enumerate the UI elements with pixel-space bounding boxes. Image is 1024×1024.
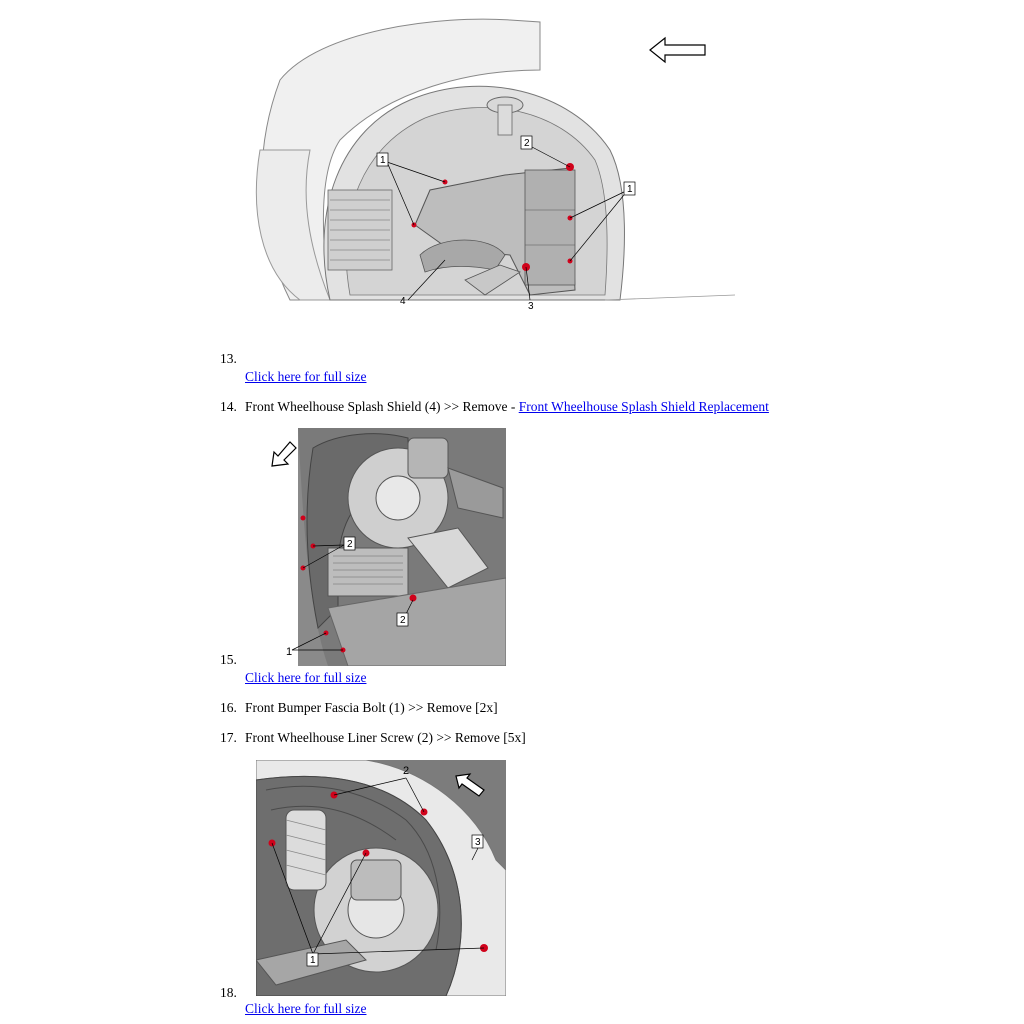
diagonal-arrow-icon [268,438,298,470]
callout-label: 2 [400,615,406,626]
callout-label: 1 [627,184,633,195]
callout-label: 4 [400,296,406,307]
step-number: 14. [220,399,237,414]
full-size-link[interactable]: Click here for full size [245,369,367,384]
left-arrow-icon [650,38,705,62]
step-number: 16. [220,700,237,715]
step-number: 15. [220,652,237,667]
full-size-link[interactable]: Click here for full size [245,670,367,685]
figure-wheelhouse-splash-shield [240,10,740,330]
step-number: 17. [220,730,237,745]
callout-label: 3 [528,301,534,312]
callout-label: 2 [403,765,410,777]
step-instruction: Front Bumper Fascia Bolt (1) >> Remove [2x] [245,700,498,715]
callout-label: 1 [310,955,316,966]
step-instruction: Front Wheelhouse Liner Screw (2) >> Remove [5x] [245,730,526,745]
callout-label: 2 [347,539,353,550]
callout-label: 1 [286,646,293,658]
callout-label: 2 [524,138,530,149]
callout-label: 1 [380,155,386,166]
step-number: 13. [220,351,237,366]
step-number: 18. [220,985,237,1000]
step-instruction [245,399,769,415]
full-size-link[interactable]: Click here for full size [245,1001,367,1016]
procedure-link[interactable]: Front Wheelhouse Splash Shield Replacement [518,399,769,414]
callout-label: 3 [475,837,481,848]
figure-wheelhouse-liner-screws [256,760,506,996]
step-text: Front Wheelhouse Splash Shield (4) >> Remove - [245,399,519,414]
